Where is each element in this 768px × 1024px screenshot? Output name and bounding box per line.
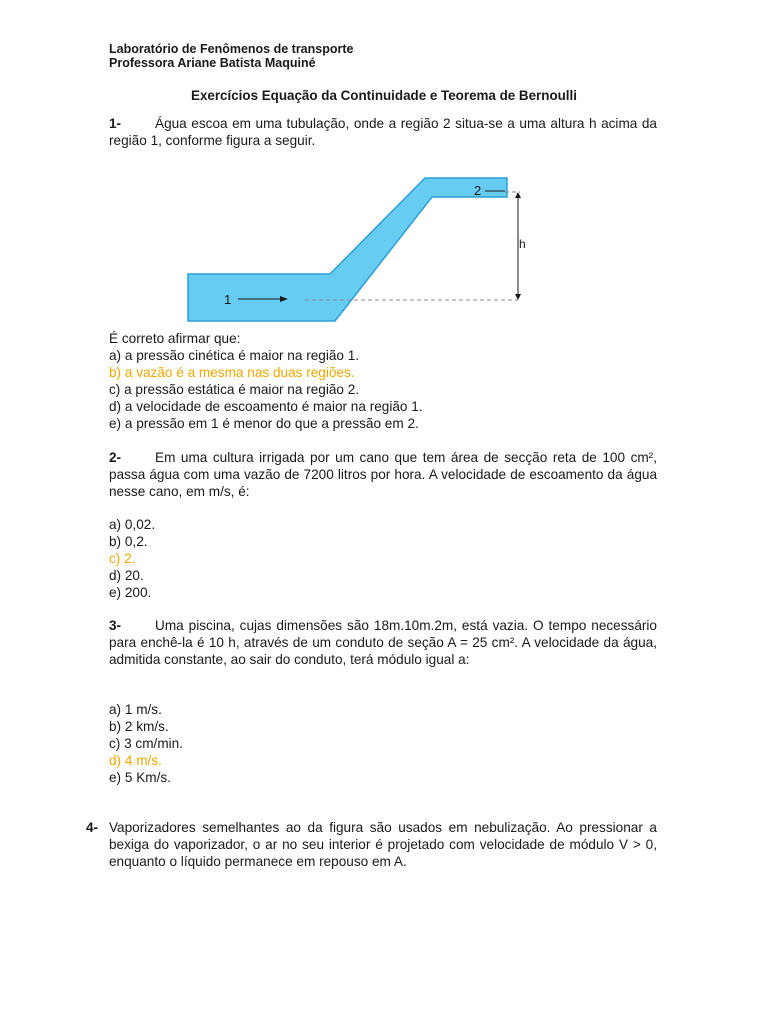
question-text: Uma piscina, cujas dimensões são 18m.10m.2m, está vazia. O tempo necessário para enchê-la é 10 h, através de um conduto de seção A = 25 cm². A velocidade da água, admitida constante, ao sair do conduto, terá módulo igual a: — [109, 618, 657, 667]
option-1c: c) a pressão estática é maior na região 2. — [109, 382, 360, 397]
question-number: 2- — [109, 450, 122, 465]
region-2-label: 2 — [474, 183, 482, 198]
height-arrow-top — [515, 192, 521, 198]
question-number: 1- — [109, 116, 122, 131]
option-1a: a) a pressão cinética é maior na região 1. — [109, 348, 360, 363]
option-2c: c) 2. — [109, 551, 136, 566]
option-1d: d) a velocidade de escoamento é maior na região 1. — [109, 399, 423, 414]
option-1e: e) a pressão em 1 é menor do que a pressão em 2. — [109, 416, 419, 431]
question-text: Vaporizadores semelhantes ao da figura são usados em nebulização. Ao pressionar a bexiga do vaporizador, o ar no seu interior é projetado com velocidade de módulo V > 0, enquanto o líquido permanece em repouso em A. — [109, 820, 657, 869]
option-2a: a) 0,02. — [109, 517, 156, 532]
option-2e: e) 200. — [109, 585, 152, 600]
question-3 — [109, 617, 657, 668]
option-3d: d) 4 m/s. — [109, 753, 162, 768]
height-label: h — [519, 237, 526, 251]
height-arrow-bottom — [515, 294, 521, 300]
question-number: 3- — [109, 618, 122, 633]
pipe-figure — [180, 170, 540, 330]
option-3e: e) 5 Km/s. — [109, 770, 171, 785]
document-header — [109, 42, 353, 70]
question-text: Água escoa em uma tubulação, onde a região 2 situa-se a uma altura h acima da região 1, conforme figura a seguir. — [109, 116, 657, 148]
option-1b: b) a vazão é a mesma nas duas regiões. — [109, 365, 355, 380]
option-3b: b) 2 km/s. — [109, 719, 169, 734]
option-2b: b) 0,2. — [109, 534, 148, 549]
option-2d: d) 20. — [109, 568, 144, 583]
region-1-label: 1 — [224, 292, 232, 307]
question-number: 4- — [86, 820, 99, 835]
question-4 — [86, 819, 657, 870]
option-3c: c) 3 cm/min. — [109, 736, 184, 751]
lab-name: Laboratório de Fenômenos de transporte — [109, 42, 354, 56]
question-2 — [109, 449, 657, 500]
question-text: Em uma cultura irrigada por um cano que tem área de secção reta de 100 cm², passa água com uma vazão de 7200 litros por hora. A velocidade de escoamento da água nesse cano, em m/s, é: — [109, 450, 657, 499]
option-3a: a) 1 m/s. — [109, 702, 162, 717]
question-1 — [109, 115, 657, 149]
page-title: Exercícios Equação da Continuidade e Teorema de Bernoulli — [191, 88, 577, 103]
question-1-prompt: É correto afirmar que: — [109, 331, 241, 346]
professor-name: Professora Ariane Batista Maquiné — [109, 56, 316, 70]
